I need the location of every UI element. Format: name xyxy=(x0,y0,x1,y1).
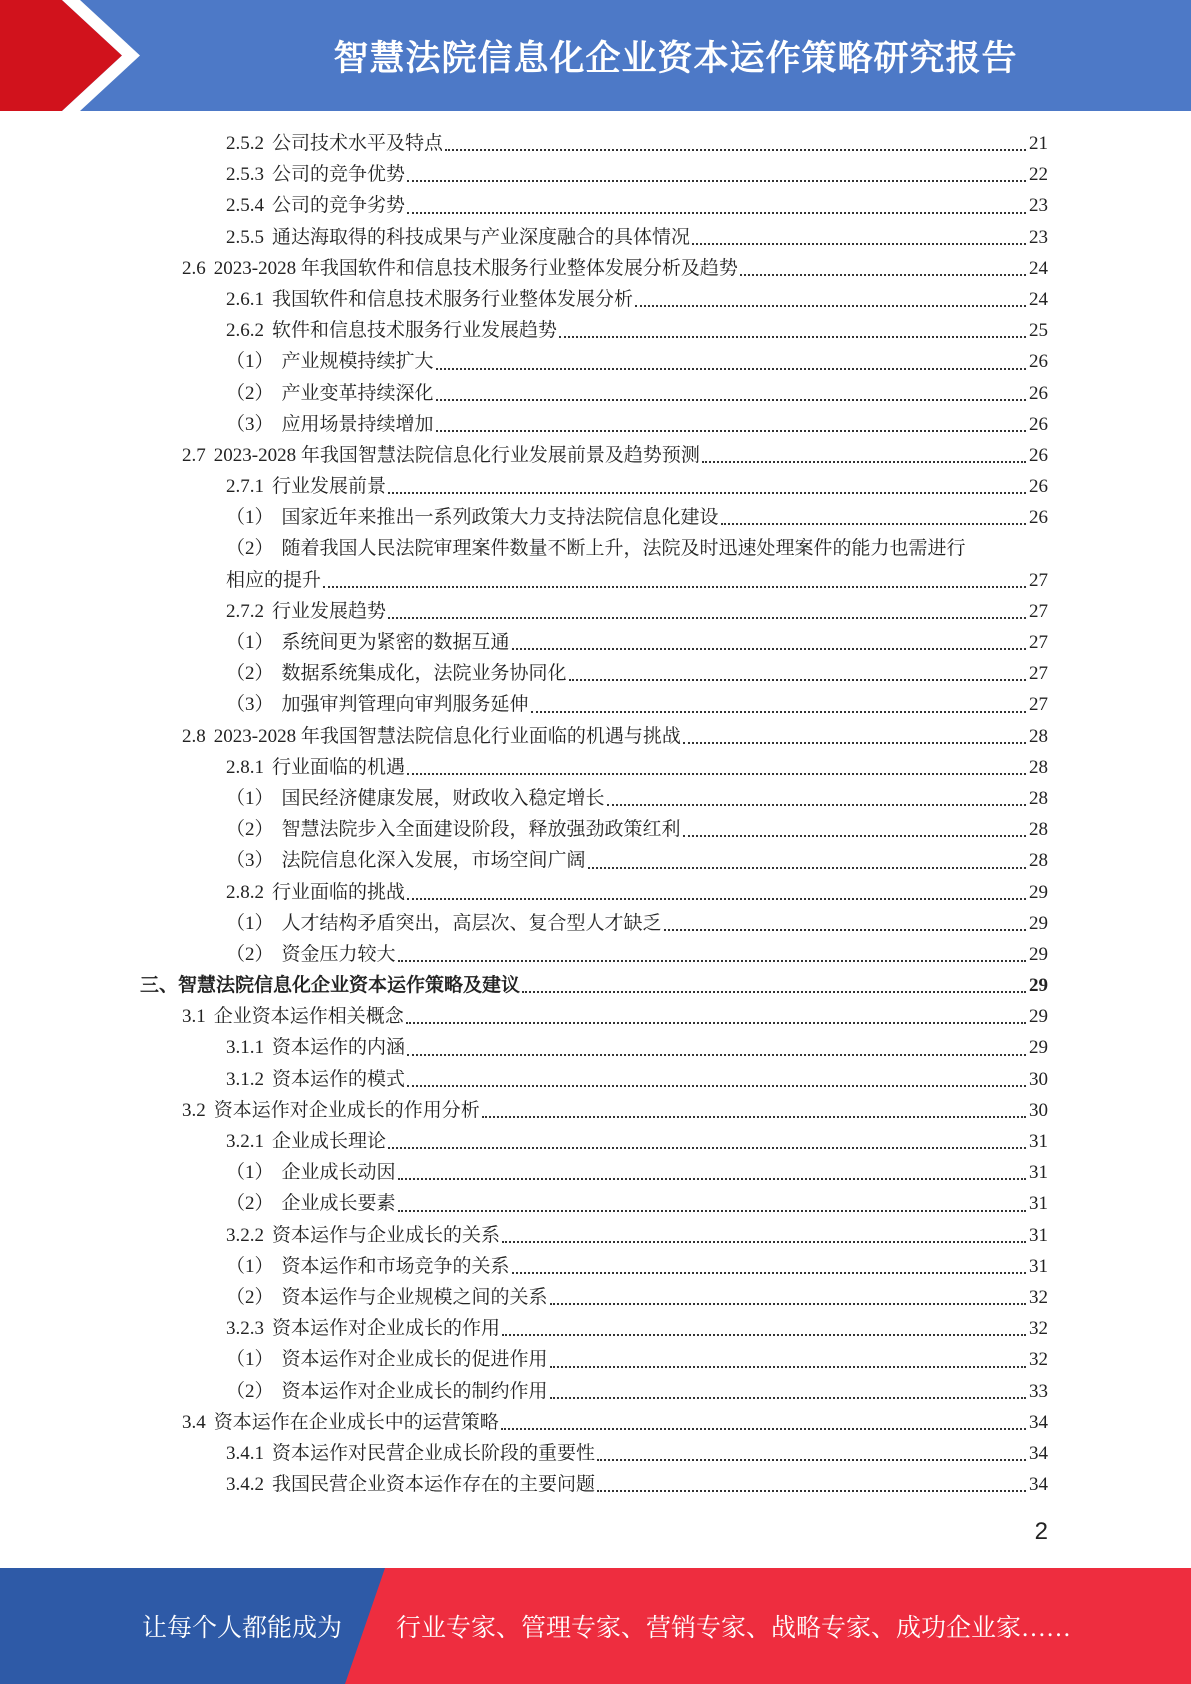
toc-entry[interactable] xyxy=(140,190,1048,221)
toc-entry-number: 2.7.1 xyxy=(226,476,264,498)
toc-entry-title: 应用场景持续增加 xyxy=(281,413,434,435)
toc-entry-number: （2） xyxy=(226,943,274,965)
toc-entry-number: （2） xyxy=(226,538,274,560)
toc-dot-leader xyxy=(407,179,1026,182)
toc-entry-page: 32 xyxy=(1029,1349,1048,1371)
toc-entry[interactable] xyxy=(140,1313,1048,1344)
toc-entry-page: 27 xyxy=(1029,569,1048,591)
toc-entry-title: 资本运作和市场竞争的关系 xyxy=(281,1255,510,1277)
toc-dot-leader xyxy=(683,834,1026,837)
toc-entry-title: 公司的竞争劣势 xyxy=(272,195,406,217)
toc-entry-page: 30 xyxy=(1029,1068,1048,1090)
toc-entry-title: 资本运作在企业成长中的运营策略 xyxy=(213,1411,499,1433)
toc-entry-title: 2023-2028 年我国智慧法院信息化行业面临的机遇与挑战 xyxy=(213,725,681,747)
toc-entry-page: 33 xyxy=(1029,1380,1048,1402)
toc-entry-title: 法院信息化深入发展，市场空间广阔 xyxy=(281,850,586,872)
header-chevron-icon xyxy=(0,0,170,111)
toc-entry-number: 3.2.1 xyxy=(226,1131,264,1152)
toc-entry[interactable] xyxy=(140,1282,1048,1313)
toc-entry-number: （1） xyxy=(226,912,274,934)
toc-entry[interactable] xyxy=(140,1344,1048,1375)
toc-entry-page: 29 xyxy=(1029,881,1048,903)
toc-entry[interactable] xyxy=(140,471,1048,502)
toc-dot-leader xyxy=(407,1084,1026,1087)
toc-entry-number: 2.6.2 xyxy=(226,320,264,342)
toc-entry-title: 我国民营企业资本运作存在的主要问题 xyxy=(272,1474,596,1496)
toc-entry[interactable] xyxy=(140,1032,1048,1063)
toc-entry-page: 29 xyxy=(1029,912,1048,934)
toc-dot-leader xyxy=(482,1115,1026,1118)
toc-entry-title: 2023-2028 年我国软件和信息技术服务行业整体发展分析及趋势 xyxy=(213,257,738,279)
toc-dot-leader xyxy=(407,1053,1026,1056)
toc-entry[interactable] xyxy=(140,658,1048,689)
toc-entry-title: 数据系统集成化，法院业务协同化 xyxy=(281,663,567,685)
toc-entry-page: 28 xyxy=(1029,725,1048,747)
toc-entry-number: （3） xyxy=(226,694,274,716)
toc-entry-number: 三、 xyxy=(140,975,179,997)
toc-entry-page: 34 xyxy=(1029,1474,1048,1496)
toc-entry-number: （2） xyxy=(226,1380,274,1402)
toc-entry-page: 32 xyxy=(1029,1318,1048,1340)
toc-entry-number: 2.5.5 xyxy=(226,226,264,248)
toc-entry[interactable] xyxy=(140,845,1048,876)
toc-dot-leader xyxy=(388,616,1026,619)
toc-entry[interactable] xyxy=(140,1188,1048,1219)
toc-entry-number: 2.8.2 xyxy=(226,881,264,903)
toc-entry[interactable] xyxy=(140,1001,1048,1032)
toc-entry-page: 27 xyxy=(1029,600,1048,622)
toc-entry[interactable] xyxy=(140,315,1048,346)
toc-entry-number: 2.5.4 xyxy=(226,195,264,217)
toc-entry-title: 资本运作与企业规模之间的关系 xyxy=(281,1286,548,1308)
toc-dot-leader xyxy=(436,367,1026,370)
toc-entry-title: 智慧法院信息化企业资本运作策略及建议 xyxy=(178,975,521,997)
toc-dot-leader xyxy=(550,1365,1026,1368)
toc-entry[interactable] xyxy=(140,752,1048,783)
toc-entry-title: 随着我国人民法院审理案件数量不断上升，法院及时迅速处理案件的能力也需进行 xyxy=(281,538,966,560)
toc-entry[interactable] xyxy=(140,1469,1048,1500)
toc-entry-number: （2） xyxy=(226,663,274,685)
toc-entry[interactable] xyxy=(140,783,1048,814)
toc-entry[interactable] xyxy=(140,440,1048,471)
toc-dot-leader xyxy=(502,1333,1026,1336)
toc-dot-leader xyxy=(502,1240,1026,1243)
toc-entry[interactable] xyxy=(140,533,1048,564)
toc-entry-title: 通达海取得的科技成果与产业深度融合的具体情况 xyxy=(272,226,691,248)
toc-entry-page: 24 xyxy=(1029,257,1048,279)
toc-dot-leader xyxy=(436,429,1026,432)
footer-slogan-right: 行业专家、管理专家、营销专家、战略专家、成功企业家…… xyxy=(396,1615,1072,1642)
toc-entry-page: 29 xyxy=(1029,975,1048,997)
toc-entry-page: 29 xyxy=(1029,1037,1048,1059)
toc-entry-title: 资金压力较大 xyxy=(281,943,396,965)
toc-entry-number: （2） xyxy=(226,819,274,841)
toc-dot-leader xyxy=(501,1427,1026,1430)
toc-entry-title: 加强审判管理向审判服务延伸 xyxy=(281,694,529,716)
toc-entry[interactable] xyxy=(140,627,1048,658)
toc-entry[interactable] xyxy=(140,565,1048,596)
toc-entry-number: 3.4 xyxy=(182,1411,206,1433)
toc-dot-leader xyxy=(398,959,1026,962)
toc-entry-page: 23 xyxy=(1029,195,1048,217)
toc-entry-page: 28 xyxy=(1029,787,1048,809)
toc-entry-number: （1） xyxy=(226,1162,274,1184)
toc-entry-title: 企业成长理论 xyxy=(272,1131,387,1152)
toc-entry-number: （1） xyxy=(226,1349,274,1371)
toc-entry-title: 企业资本运作相关概念 xyxy=(213,1006,404,1028)
toc-entry-page: 34 xyxy=(1029,1442,1048,1464)
toc-entry-page: 26 xyxy=(1029,476,1048,498)
toc-entry-number: 2.5.3 xyxy=(226,164,264,186)
toc-dot-leader xyxy=(407,211,1026,214)
toc-entry-title: 产业变革持续深化 xyxy=(281,382,434,404)
toc-entry[interactable] xyxy=(140,378,1048,409)
toc-entry[interactable] xyxy=(140,877,1048,908)
toc-entry[interactable] xyxy=(140,346,1048,377)
report-title: 智慧法院信息化企业资本运作策略研究报告 xyxy=(333,38,1018,79)
toc-entry[interactable] xyxy=(140,409,1048,440)
toc-dot-leader xyxy=(436,398,1026,401)
toc-entry-page: 31 xyxy=(1029,1255,1048,1277)
report-header xyxy=(0,0,1191,111)
toc-entry[interactable] xyxy=(140,1064,1048,1095)
toc-dot-leader xyxy=(407,772,1026,775)
report-footer xyxy=(0,1568,1191,1684)
toc-entry-title: 资本运作与企业成长的关系 xyxy=(272,1224,501,1246)
toc-entry-page: 27 xyxy=(1029,632,1048,653)
toc-entry[interactable] xyxy=(140,970,1048,1001)
toc-entry[interactable] xyxy=(140,1407,1048,1438)
toc-entry[interactable] xyxy=(140,1157,1048,1188)
toc-entry[interactable] xyxy=(140,814,1048,845)
toc-entry-page: 31 xyxy=(1029,1131,1048,1152)
toc-dot-leader xyxy=(635,304,1026,307)
toc-dot-leader xyxy=(550,1396,1026,1399)
table-of-contents xyxy=(140,128,1048,1500)
toc-entry-page: 30 xyxy=(1029,1099,1048,1121)
toc-entry-title: 企业成长要素 xyxy=(281,1193,396,1215)
toc-entry-page: 31 xyxy=(1029,1193,1048,1215)
toc-entry-title: 资本运作对企业成长的制约作用 xyxy=(281,1380,548,1402)
toc-entry-page: 26 xyxy=(1029,382,1048,404)
toc-entry-title: 人才结构矛盾突出，高层次、复合型人才缺乏 xyxy=(281,912,662,934)
toc-entry[interactable] xyxy=(140,284,1048,315)
toc-entry-title: 资本运作的模式 xyxy=(272,1068,406,1090)
toc-entry-title: 行业面临的机遇 xyxy=(272,756,406,778)
toc-dot-leader xyxy=(388,491,1026,494)
toc-entry[interactable] xyxy=(140,1095,1048,1126)
toc-entry-title: 资本运作的内涵 xyxy=(272,1037,406,1059)
toc-dot-leader xyxy=(740,273,1026,276)
toc-entry-title: 企业成长动因 xyxy=(281,1162,396,1184)
toc-entry-title: 行业发展前景 xyxy=(272,476,387,498)
toc-entry-page: 26 xyxy=(1029,444,1048,466)
toc-entry-number: （1） xyxy=(226,1255,274,1277)
toc-entry-page: 25 xyxy=(1029,320,1048,342)
toc-dot-leader xyxy=(388,1146,1026,1149)
toc-entry-page: 24 xyxy=(1029,288,1048,310)
toc-entry[interactable] xyxy=(140,222,1048,253)
toc-entry[interactable] xyxy=(140,908,1048,939)
toc-entry-number: 2.8.1 xyxy=(226,756,264,778)
page-number: 2 xyxy=(1034,1518,1048,1545)
toc-entry-title: 系统间更为紧密的数据互通 xyxy=(281,632,510,653)
toc-dot-leader xyxy=(323,585,1026,588)
toc-entry[interactable] xyxy=(140,1438,1048,1469)
toc-entry[interactable] xyxy=(140,1220,1048,1251)
toc-entry-page: 28 xyxy=(1029,756,1048,778)
toc-entry[interactable] xyxy=(140,689,1048,720)
toc-dot-leader xyxy=(664,928,1026,931)
toc-entry-number: 3.4.1 xyxy=(226,1442,264,1464)
toc-entry-number: （3） xyxy=(226,850,274,872)
toc-entry-title: 资本运作对民营企业成长阶段的重要性 xyxy=(272,1442,596,1464)
footer-slogan-left: 让每个人都能成为 xyxy=(142,1615,343,1642)
toc-entry-title: 2023-2028 年我国智慧法院信息化行业发展前景及趋势预测 xyxy=(213,444,700,466)
toc-entry-title: 我国软件和信息技术服务行业整体发展分析 xyxy=(272,288,634,310)
toc-entry-title: 资本运作对企业成长的作用 xyxy=(272,1318,501,1340)
toc-entry[interactable] xyxy=(140,1251,1048,1282)
toc-entry-title: 资本运作对企业成长的促进作用 xyxy=(281,1349,548,1371)
toc-dot-leader xyxy=(445,148,1026,151)
toc-dot-leader xyxy=(569,678,1026,681)
toc-entry[interactable] xyxy=(140,721,1048,752)
toc-dot-leader xyxy=(607,803,1026,806)
toc-entry-number: 3.2.3 xyxy=(226,1318,264,1340)
toc-entry[interactable] xyxy=(140,159,1048,190)
toc-entry[interactable] xyxy=(140,1126,1048,1157)
toc-entry-number: 2.7.2 xyxy=(226,600,264,622)
toc-entry-number: （1） xyxy=(226,632,274,653)
toc-dot-leader xyxy=(597,1458,1026,1461)
toc-dot-leader xyxy=(522,990,1026,993)
toc-entry-page: 27 xyxy=(1029,663,1048,685)
toc-entry-page: 21 xyxy=(1029,133,1048,154)
toc-dot-leader xyxy=(512,1271,1026,1274)
toc-dot-leader xyxy=(588,866,1026,869)
toc-dot-leader xyxy=(559,335,1026,338)
toc-entry-number: （1） xyxy=(226,787,274,809)
toc-entry-number: 2.6.1 xyxy=(226,288,264,310)
toc-entry-number: 2.7 xyxy=(182,444,206,466)
toc-entry-page: 26 xyxy=(1029,413,1048,435)
toc-entry-page: 31 xyxy=(1029,1162,1048,1184)
toc-entry-number: 3.2.2 xyxy=(226,1224,264,1246)
toc-entry-number: 2.6 xyxy=(182,257,206,279)
toc-entry[interactable] xyxy=(140,596,1048,627)
toc-entry-title: 资本运作对企业成长的作用分析 xyxy=(213,1099,480,1121)
toc-entry-title: 公司技术水平及特点 xyxy=(272,133,444,154)
toc-entry-page: 29 xyxy=(1029,943,1048,965)
toc-dot-leader xyxy=(683,741,1026,744)
toc-entry-page: 31 xyxy=(1029,1224,1048,1246)
toc-dot-leader xyxy=(702,460,1026,463)
toc-entry-number: （1） xyxy=(226,351,274,373)
toc-dot-leader xyxy=(512,647,1026,650)
toc-entry-title: 国民经济健康发展，财政收入稳定增长 xyxy=(281,787,605,809)
toc-dot-leader xyxy=(398,1209,1026,1212)
toc-entry-page: 22 xyxy=(1029,164,1048,186)
toc-entry-title: 国家近年来推出一系列政策大力支持法院信息化建设 xyxy=(281,507,719,529)
toc-entry-title: 智慧法院步入全面建设阶段，释放强劲政策红利 xyxy=(281,819,681,841)
toc-dot-leader xyxy=(721,522,1026,525)
toc-dot-leader xyxy=(398,1177,1026,1180)
toc-entry-page: 23 xyxy=(1029,226,1048,248)
toc-entry-page: 29 xyxy=(1029,1006,1048,1028)
toc-entry-number: （2） xyxy=(226,1193,274,1215)
toc-entry-page: 28 xyxy=(1029,819,1048,841)
toc-dot-leader xyxy=(531,710,1026,713)
toc-entry-page: 34 xyxy=(1029,1411,1048,1433)
toc-entry-title: 软件和信息技术服务行业发展趋势 xyxy=(272,320,558,342)
toc-entry-title: 产业规模持续扩大 xyxy=(281,351,434,373)
toc-entry-number: 2.8 xyxy=(182,725,206,747)
toc-entry-page: 26 xyxy=(1029,351,1048,373)
toc-entry[interactable] xyxy=(140,502,1048,533)
toc-entry-title: 行业面临的挑战 xyxy=(272,881,406,903)
toc-entry-number: 3.1 xyxy=(182,1006,206,1028)
toc-entry[interactable] xyxy=(140,939,1048,970)
toc-entry-page: 27 xyxy=(1029,694,1048,716)
toc-entry-number: （3） xyxy=(226,413,274,435)
toc-dot-leader xyxy=(407,897,1026,900)
toc-entry-number: （2） xyxy=(226,1286,274,1308)
toc-entry-number: 3.1.2 xyxy=(226,1068,264,1090)
toc-entry-number: 2.5.2 xyxy=(226,133,264,154)
toc-entry-number: （2） xyxy=(226,382,274,404)
toc-entry-number: 3.4.2 xyxy=(226,1474,264,1496)
toc-entry-page: 28 xyxy=(1029,850,1048,872)
toc-entry[interactable] xyxy=(140,1376,1048,1407)
toc-entry[interactable] xyxy=(140,253,1048,284)
toc-entry-title: 公司的竞争优势 xyxy=(272,164,406,186)
toc-entry-number: 3.2 xyxy=(182,1099,206,1121)
toc-entry-page: 26 xyxy=(1029,507,1048,529)
toc-entry-title: 行业发展趋势 xyxy=(272,600,387,622)
toc-entry-number: （1） xyxy=(226,507,274,529)
toc-entry[interactable] xyxy=(140,128,1048,159)
toc-dot-leader xyxy=(597,1489,1026,1492)
toc-dot-leader xyxy=(550,1302,1026,1305)
toc-entry-title: 相应的提升 xyxy=(226,569,322,591)
toc-entry-page: 32 xyxy=(1029,1286,1048,1308)
toc-dot-leader xyxy=(406,1021,1026,1024)
toc-dot-leader xyxy=(692,242,1026,245)
toc-entry-number: 3.1.1 xyxy=(226,1037,264,1059)
